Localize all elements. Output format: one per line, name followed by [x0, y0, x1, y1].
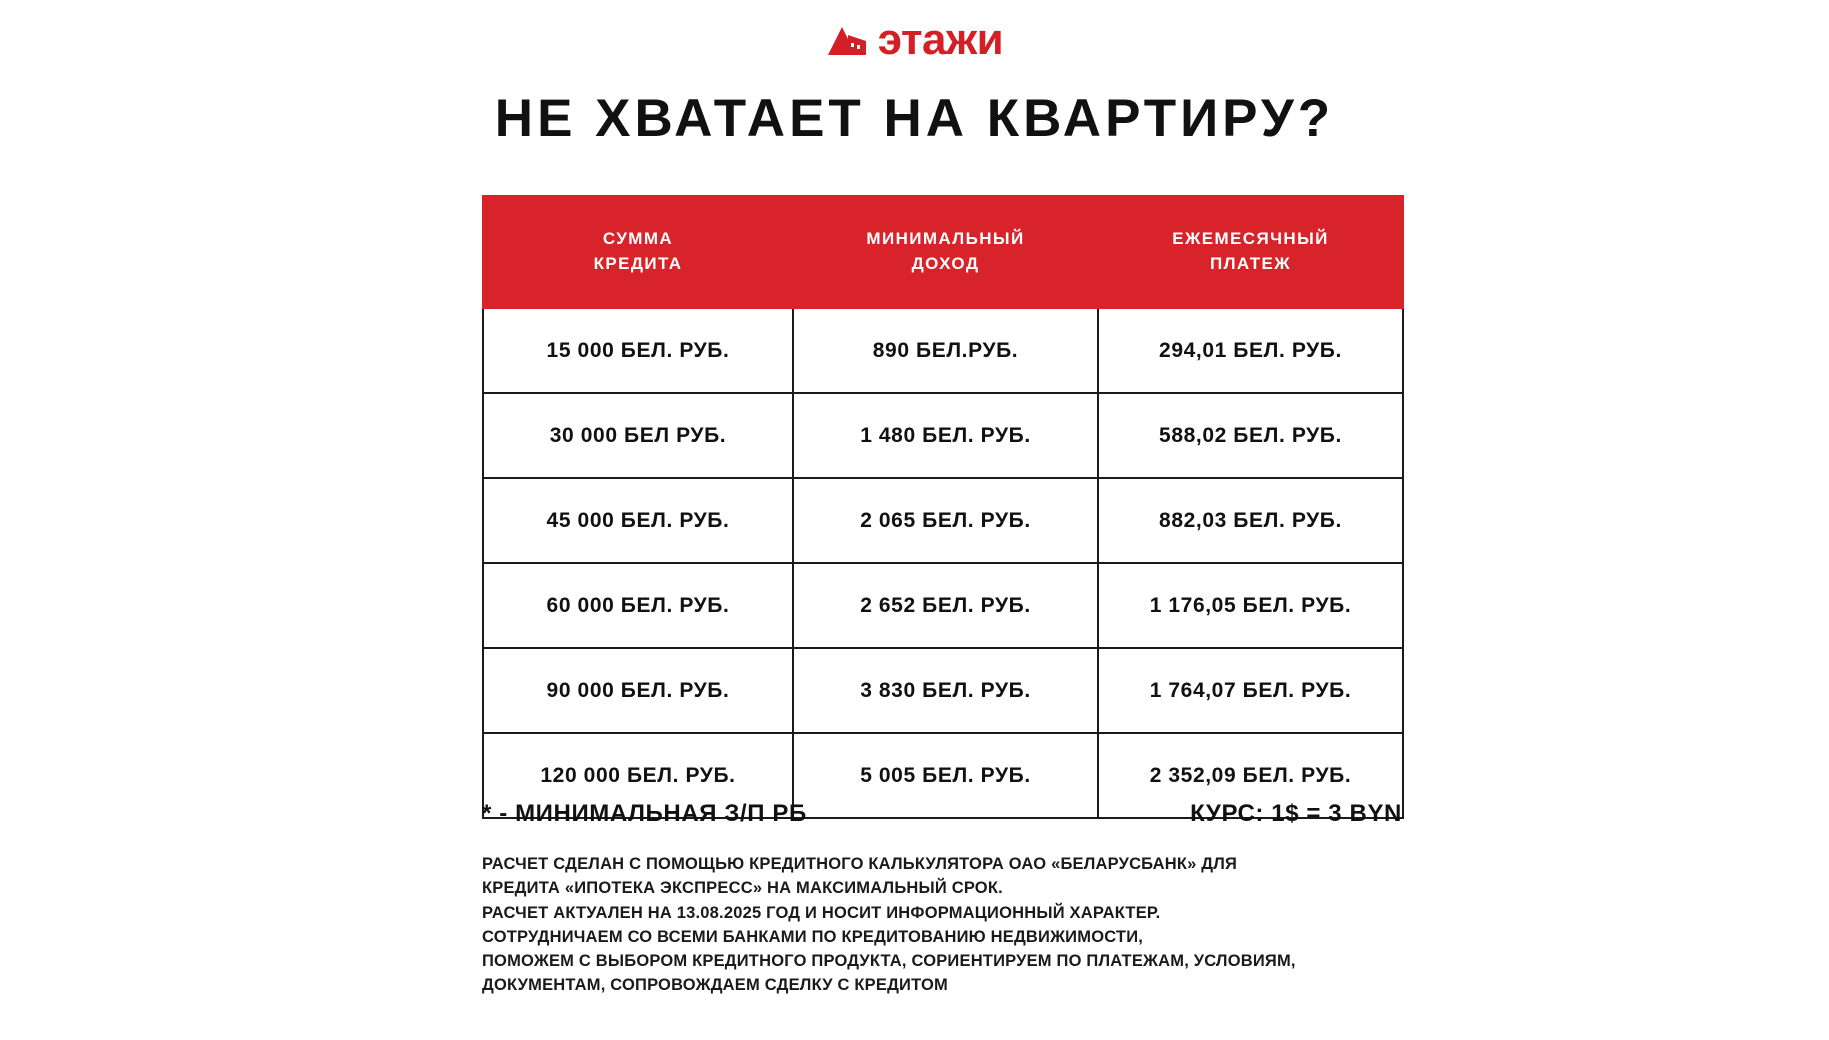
column-header-monthly-payment: ЕЖЕМЕСЯЧНЫЙ ПЛАТЕЖ	[1098, 196, 1403, 308]
table-body	[483, 308, 1403, 818]
cell-monthly-payment: 588,02 БЕЛ. РУБ.	[1098, 393, 1403, 478]
table-row	[483, 478, 1403, 563]
cell-credit-sum: 90 000 БЕЛ. РУБ.	[483, 648, 793, 733]
table-row	[483, 393, 1403, 478]
cell-credit-sum: 60 000 БЕЛ. РУБ.	[483, 563, 793, 648]
table-header	[483, 196, 1403, 308]
cell-monthly-payment: 1 764,07 БЕЛ. РУБ.	[1098, 648, 1403, 733]
fineprint-line-1: РАСЧЕТ СДЕЛАН С ПОМОЩЬЮ КРЕДИТНОГО КАЛЬКУЛЯТОРА ОАО «БЕЛАРУСБАНК» ДЛЯ	[482, 855, 1238, 873]
table-row	[483, 308, 1403, 393]
logo[interactable]	[826, 15, 1004, 64]
fineprint-line-3: РАСЧЕТ АКТУАЛЕН НА 13.08.2025 ГОД И НОСИТ ИНФОРМАЦИОННЫЙ ХАРАКТЕР.	[482, 903, 1161, 922]
cell-min-income: 1 480 БЕЛ. РУБ.	[793, 393, 1098, 478]
cell-min-income: 890 БЕЛ.РУБ.	[793, 308, 1098, 393]
column-header-min-income: МИНИМАЛЬНЫЙ ДОХОД	[793, 196, 1098, 308]
cell-credit-sum: 15 000 БЕЛ. РУБ.	[483, 308, 793, 393]
cell-monthly-payment: 294,01 БЕЛ. РУБ.	[1098, 308, 1403, 393]
fineprint-line-6: ДОКУМЕНТАМ, СОПРОВОЖДАЕМ СДЕЛКУ С КРЕДИТОМ	[482, 976, 948, 995]
credit-table	[482, 195, 1404, 819]
cell-min-income: 2 065 БЕЛ. РУБ.	[793, 478, 1098, 563]
credit-table-wrapper	[482, 195, 1402, 819]
fineprint-line-5: ПОМОЖЕМ С ВЫБОРОМ КРЕДИТНОГО ПРОДУКТА, СОРИЕНТИРУЕМ ПО ПЛАТЕЖАМ, УСЛОВИЯМ,	[482, 952, 1296, 970]
fineprint-line-2: КРЕДИТА «ИПОТЕКА ЭКСПРЕСС» НА МАКСИМАЛЬНЫЙ СРОК.	[482, 879, 1003, 898]
column-header-credit-sum: СУММА КРЕДИТА	[483, 196, 793, 308]
page-title: НЕ ХВАТАЕТ НА КВАРТИРУ?	[494, 89, 1335, 148]
table-header-row	[483, 196, 1403, 308]
building-icon	[826, 23, 868, 57]
note-minimum-salary: * - МИНИМАЛЬНАЯ З/П РБ	[482, 800, 807, 827]
cell-monthly-payment: 882,03 БЕЛ. РУБ.	[1098, 478, 1403, 563]
logo-text: этажи	[877, 15, 1004, 64]
cell-monthly-payment: 1 176,05 БЕЛ. РУБ.	[1098, 563, 1403, 648]
fineprint-block	[482, 852, 1412, 998]
cell-monthly-payment: 2 352,09 БЕЛ. РУБ.	[1098, 733, 1403, 818]
cell-min-income: 2 652 БЕЛ. РУБ.	[793, 563, 1098, 648]
table-row	[483, 648, 1403, 733]
cell-credit-sum: 45 000 БЕЛ. РУБ.	[483, 478, 793, 563]
note-exchange-rate: КУРС: 1$ = 3 BYN	[1190, 800, 1402, 827]
fineprint-line-4: СОТРУДНИЧАЕМ СО ВСЕМИ БАНКАМИ ПО КРЕДИТОВАНИЮ НЕДВИЖИМОСТИ,	[482, 927, 1144, 946]
cell-credit-sum: 30 000 БЕЛ РУБ.	[483, 393, 793, 478]
cell-min-income: 3 830 БЕЛ. РУБ.	[793, 648, 1098, 733]
table-row	[483, 563, 1403, 648]
brand-header	[0, 15, 1829, 64]
cell-credit-sum: 120 000 БЕЛ. РУБ.	[483, 733, 793, 818]
cell-min-income: 5 005 БЕЛ. РУБ.	[793, 733, 1098, 818]
notes-row	[482, 800, 1402, 828]
